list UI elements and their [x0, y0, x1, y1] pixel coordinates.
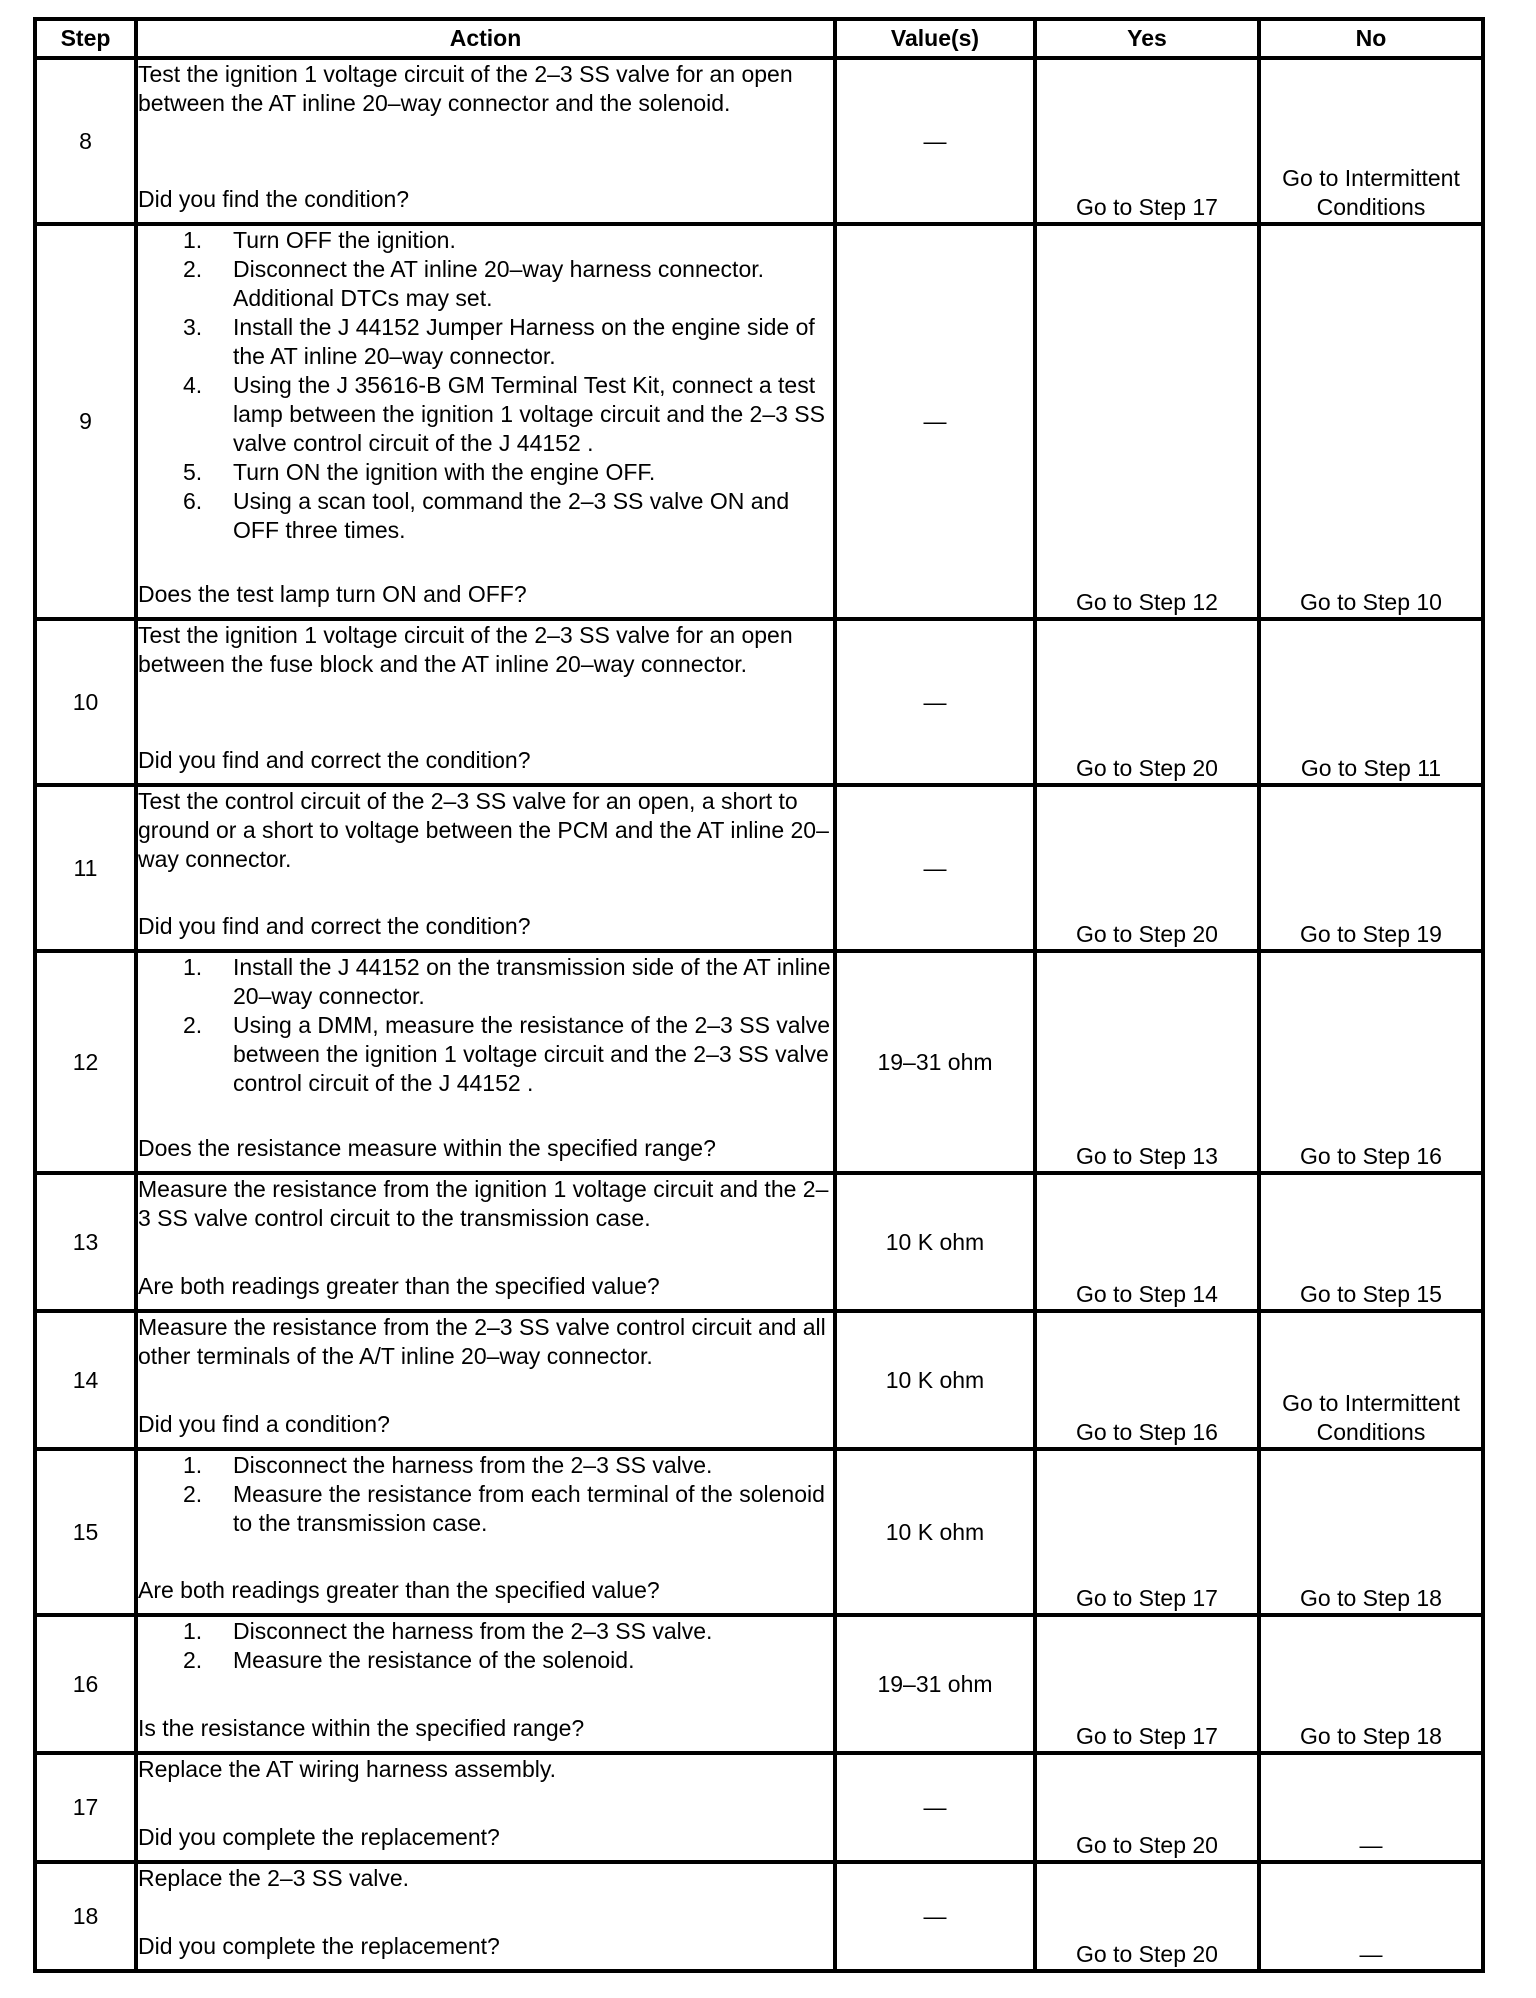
procedure-list: [138, 1451, 833, 1538]
procedure-step-number: 2.: [183, 1012, 203, 1038]
procedure-step-text: Using a scan tool, command the 2–3 SS valve ON and OFF three times.: [233, 488, 790, 543]
action-question: Are both readings greater than the specified value?: [138, 1577, 660, 1603]
value-cell: 19–31 ohm: [835, 1615, 1035, 1753]
action-question: Did you find and correct the condition?: [138, 913, 531, 939]
step-number: 13: [35, 1173, 136, 1311]
procedure-step: [183, 1451, 833, 1480]
value-cell: —: [835, 619, 1035, 785]
yes-cell: Go to Step 20: [1035, 619, 1259, 785]
no-cell: Go to Intermittent Conditions: [1259, 1311, 1483, 1449]
value-cell: —: [835, 1753, 1035, 1862]
action-content: [138, 1451, 833, 1605]
procedure-step-number: 1.: [183, 1452, 203, 1478]
procedure-step: [183, 1011, 833, 1098]
table-row: [35, 58, 1483, 224]
action-text: Test the control circuit of the 2–3 SS valve for an open, a short to ground or a short to voltage between the PCM and the AT inline 20–way connector.: [138, 788, 829, 872]
action-question: Does the test lamp turn ON and OFF?: [138, 581, 527, 607]
procedure-step: [183, 226, 833, 255]
no-cell: Go to Step 19: [1259, 785, 1483, 951]
yes-cell: Go to Step 17: [1035, 1615, 1259, 1753]
table-row: [35, 1173, 1483, 1311]
procedure-step-text: Turn OFF the ignition.: [233, 227, 456, 253]
procedure-step-number: 1.: [183, 227, 203, 253]
procedure-step: [183, 458, 833, 487]
value-cell: 19–31 ohm: [835, 951, 1035, 1173]
table-row: [35, 224, 1483, 619]
procedure-step-text: Using a DMM, measure the resistance of the 2–3 SS valve between the ignition 1 voltage circuit and the 2–3 SS valve control circuit of the J 44152 .: [233, 1012, 831, 1096]
table-row: [35, 951, 1483, 1173]
step-number: 14: [35, 1311, 136, 1449]
action-text: Test the ignition 1 voltage circuit of the 2–3 SS valve for an open between the AT inline 20–way connector and the solenoid.: [138, 61, 793, 116]
procedure-step: [183, 371, 833, 458]
procedure-step-text: Disconnect the harness from the 2–3 SS valve.: [233, 1452, 713, 1478]
action-content: [138, 60, 833, 214]
procedure-step: [183, 1646, 833, 1675]
procedure-step-text: Measure the resistance of the solenoid.: [233, 1647, 635, 1673]
procedure-step: [183, 255, 833, 313]
yes-cell: Go to Step 13: [1035, 951, 1259, 1173]
table-row: [35, 785, 1483, 951]
procedure-list: [138, 1617, 833, 1675]
procedure-step-number: 4.: [183, 372, 203, 398]
action-question: Did you find and correct the condition?: [138, 747, 531, 773]
action-question: Are both readings greater than the specified value?: [138, 1273, 660, 1299]
procedure-step: [183, 487, 833, 545]
procedure-step-text: Install the J 44152 Jumper Harness on the engine side of the AT inline 20–way connector.: [233, 314, 815, 369]
step-number: 12: [35, 951, 136, 1173]
action-cell: [136, 1615, 835, 1753]
yes-cell: Go to Step 20: [1035, 1862, 1259, 1971]
yes-cell: Go to Step 20: [1035, 785, 1259, 951]
action-text: Measure the resistance from the ignition 1 voltage circuit and the 2–3 SS valve control circuit to the transmission case.: [138, 1176, 829, 1231]
action-content: [138, 1864, 833, 1961]
step-number: 10: [35, 619, 136, 785]
yes-cell: Go to Step 17: [1035, 1449, 1259, 1615]
procedure-step: [183, 1617, 833, 1646]
action-content: [138, 953, 833, 1163]
action-question: Did you complete the replacement?: [138, 1933, 500, 1959]
action-cell: [136, 224, 835, 619]
action-cell: [136, 785, 835, 951]
step-number: 8: [35, 58, 136, 224]
yes-cell: Go to Step 17: [1035, 58, 1259, 224]
action-text: Replace the 2–3 SS valve.: [138, 1865, 410, 1891]
action-content: [138, 1175, 833, 1301]
action-cell: [136, 619, 835, 785]
no-cell: Go to Step 15: [1259, 1173, 1483, 1311]
action-cell: [136, 1173, 835, 1311]
step-number: 15: [35, 1449, 136, 1615]
value-cell: 10 K ohm: [835, 1173, 1035, 1311]
yes-cell: Go to Step 20: [1035, 1753, 1259, 1862]
yes-cell: Go to Step 14: [1035, 1173, 1259, 1311]
procedure-step-text: Using the J 35616-B GM Terminal Test Kit, connect a test lamp between the ignition 1 voltage circuit and the 2–3 SS valve control circuit of the J 44152 .: [233, 372, 825, 456]
value-cell: 10 K ohm: [835, 1449, 1035, 1615]
no-cell: Go to Intermittent Conditions: [1259, 58, 1483, 224]
action-text: Test the ignition 1 voltage circuit of the 2–3 SS valve for an open between the fuse block and the AT inline 20–way connector.: [138, 622, 793, 677]
yes-cell: Go to Step 12: [1035, 224, 1259, 619]
action-cell: [136, 1449, 835, 1615]
header-yes: Yes: [1035, 19, 1259, 58]
procedure-step-number: 5.: [183, 459, 203, 485]
value-cell: 10 K ohm: [835, 1311, 1035, 1449]
procedure-step-text: Disconnect the AT inline 20–way harness connector. Additional DTCs may set.: [233, 256, 765, 311]
action-question: Did you find a condition?: [138, 1411, 390, 1437]
table-row: [35, 1862, 1483, 1971]
action-content: [138, 621, 833, 775]
step-number: 11: [35, 785, 136, 951]
action-cell: [136, 1862, 835, 1971]
no-cell: Go to Step 16: [1259, 951, 1483, 1173]
procedure-list: [138, 226, 833, 545]
diagnostic-table: [33, 17, 1485, 1973]
action-text: Replace the AT wiring harness assembly.: [138, 1756, 557, 1782]
header-values: Value(s): [835, 19, 1035, 58]
action-content: [138, 1617, 833, 1743]
procedure-step-text: Disconnect the harness from the 2–3 SS valve.: [233, 1618, 713, 1644]
value-cell: —: [835, 58, 1035, 224]
yes-cell: Go to Step 16: [1035, 1311, 1259, 1449]
action-text: Measure the resistance from the 2–3 SS valve control circuit and all other terminals of the A/T inline 20–way connector.: [138, 1314, 826, 1369]
step-number: 18: [35, 1862, 136, 1971]
action-question: Did you find the condition?: [138, 186, 410, 212]
no-cell: Go to Step 18: [1259, 1449, 1483, 1615]
table-row: [35, 1615, 1483, 1753]
table-row: [35, 619, 1483, 785]
step-number: 9: [35, 224, 136, 619]
header-no: No: [1259, 19, 1483, 58]
table-row: [35, 1753, 1483, 1862]
step-number: 17: [35, 1753, 136, 1862]
no-cell: Go to Step 11: [1259, 619, 1483, 785]
action-cell: [136, 1311, 835, 1449]
procedure-step-text: Measure the resistance from each terminal of the solenoid to the transmission case.: [233, 1481, 825, 1536]
table-row: [35, 1449, 1483, 1615]
no-cell: Go to Step 10: [1259, 224, 1483, 619]
no-cell: Go to Step 18: [1259, 1615, 1483, 1753]
procedure-step-number: 2.: [183, 256, 203, 282]
procedure-step-number: 6.: [183, 488, 203, 514]
procedure-step-text: Install the J 44152 on the transmission side of the AT inline 20–way connector.: [233, 954, 831, 1009]
action-question: Does the resistance measure within the specified range?: [138, 1135, 716, 1161]
header-row: [35, 19, 1483, 58]
value-cell: —: [835, 1862, 1035, 1971]
procedure-step: [183, 313, 833, 371]
procedure-step-number: 3.: [183, 314, 203, 340]
action-question: Is the resistance within the specified range?: [138, 1715, 585, 1741]
action-question: Did you complete the replacement?: [138, 1824, 500, 1850]
action-cell: [136, 58, 835, 224]
action-cell: [136, 951, 835, 1173]
value-cell: —: [835, 785, 1035, 951]
procedure-list: [138, 953, 833, 1098]
step-number: 16: [35, 1615, 136, 1753]
header-action: Action: [136, 19, 835, 58]
no-cell: —: [1259, 1862, 1483, 1971]
action-content: [138, 1755, 833, 1852]
action-content: [138, 226, 833, 609]
procedure-step-text: Turn ON the ignition with the engine OFF.: [233, 459, 656, 485]
procedure-step: [183, 953, 833, 1011]
procedure-step: [183, 1480, 833, 1538]
table-row: [35, 1311, 1483, 1449]
table-body: [35, 58, 1483, 1971]
value-cell: —: [835, 224, 1035, 619]
procedure-step-number: 2.: [183, 1481, 203, 1507]
procedure-step-number: 1.: [183, 954, 203, 980]
procedure-step-number: 1.: [183, 1618, 203, 1644]
action-cell: [136, 1753, 835, 1862]
action-content: [138, 787, 833, 941]
action-content: [138, 1313, 833, 1439]
header-step: Step: [35, 19, 136, 58]
procedure-step-number: 2.: [183, 1647, 203, 1673]
no-cell: —: [1259, 1753, 1483, 1862]
